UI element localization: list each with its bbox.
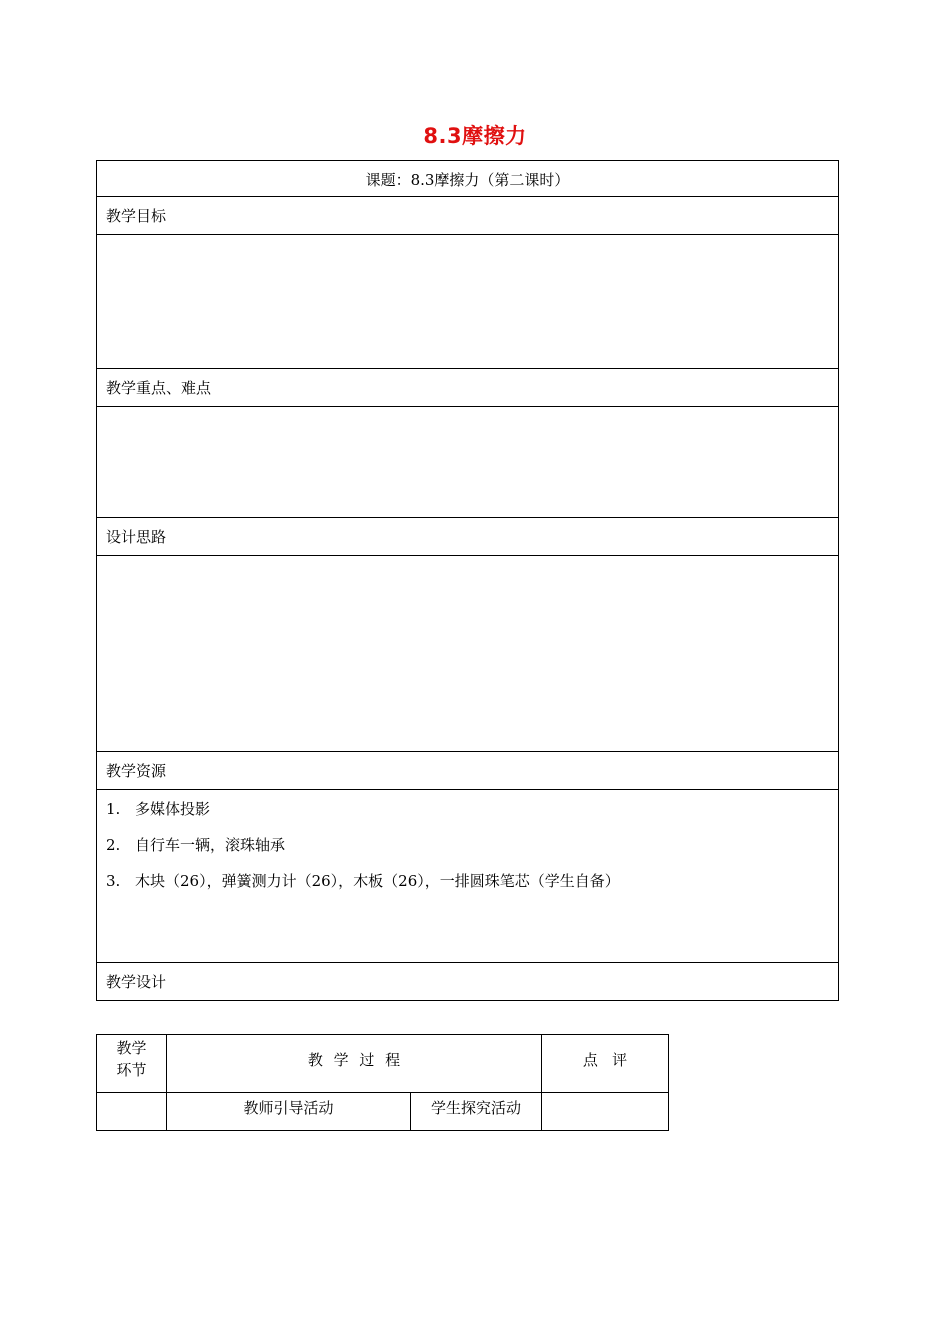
subject-cell: 课题：8.3摩擦力（第二课时）: [97, 161, 839, 197]
page-title: 8.3摩擦力: [423, 124, 527, 148]
focus-label: 教学重点、难点: [97, 369, 839, 407]
stage-cell: [97, 1093, 167, 1131]
stage-header: 教学 环节: [97, 1035, 167, 1093]
resources-label: 教学资源: [97, 752, 839, 790]
objectives-content: [97, 235, 839, 369]
list-item: 1. 多媒体投影: [106, 800, 211, 818]
objectives-label: 教学目标: [97, 197, 839, 235]
process-table: [96, 1034, 669, 1131]
list-item: 3. 木块（26），弹簧测力计（26），木板（26），一排圆珠笔芯（学生自备）: [106, 872, 620, 890]
design-idea-content: [97, 556, 839, 752]
design-idea-label: 设计思路: [97, 518, 839, 556]
lesson-plan-table: [96, 160, 839, 1001]
process-header: 教 学 过 程: [167, 1035, 542, 1093]
design-label: 教学设计: [97, 963, 839, 1001]
list-item: 2. 自行车一辆，滚珠轴承: [106, 836, 286, 854]
resources-list: [97, 790, 839, 963]
comment-header: 点 评: [542, 1035, 669, 1093]
comment-cell: [542, 1093, 669, 1131]
focus-content: [97, 407, 839, 518]
student-activity-header: 学生探究活动: [411, 1093, 542, 1131]
teacher-activity-header: 教师引导活动: [167, 1093, 411, 1131]
